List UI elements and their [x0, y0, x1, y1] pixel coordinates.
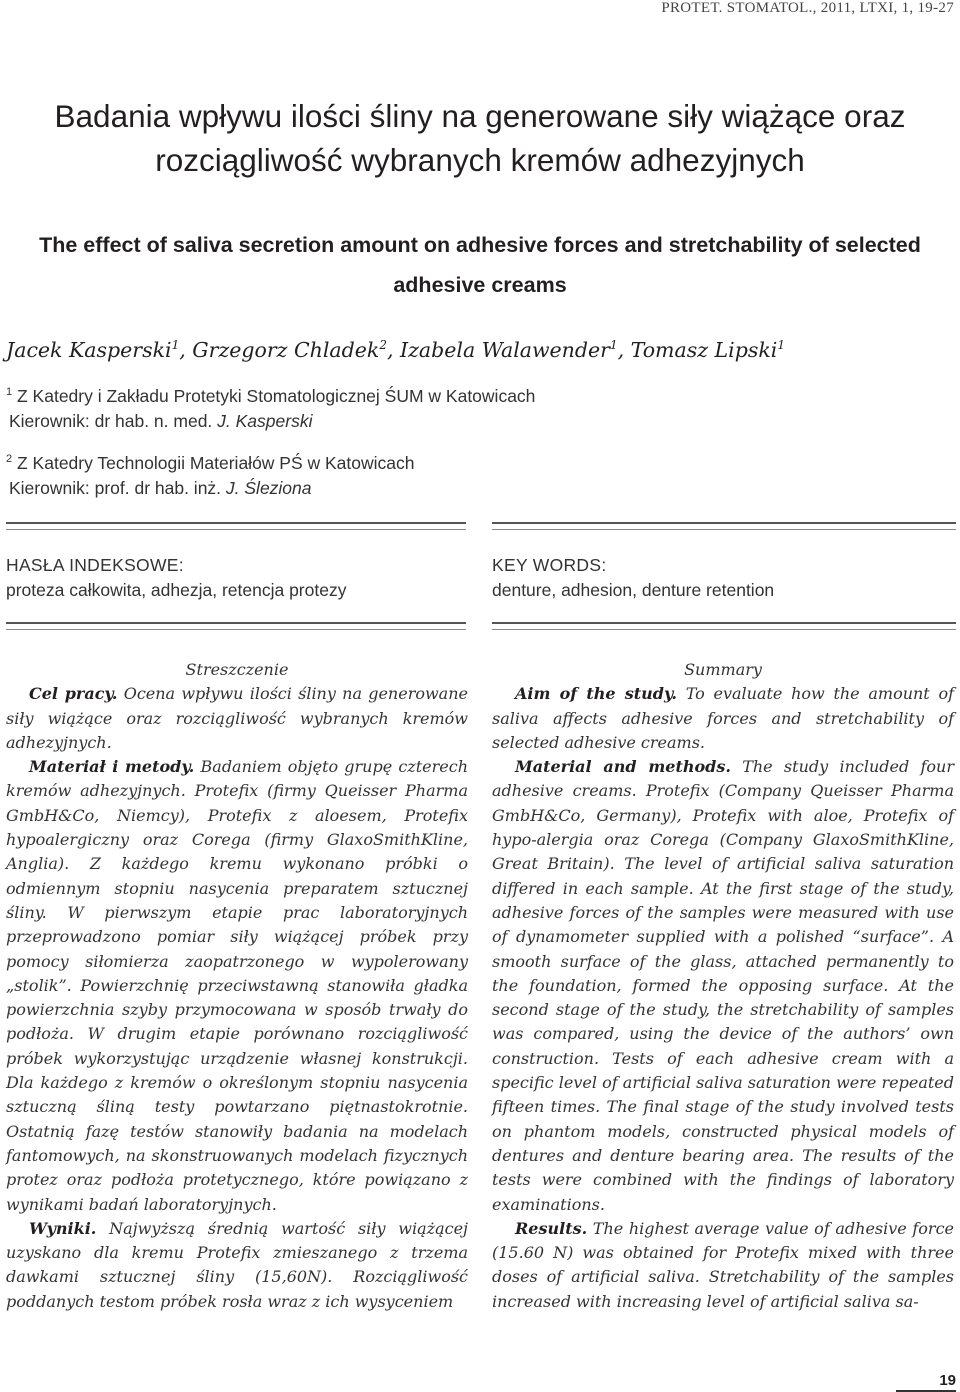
abstract-heading: Summary: [684, 660, 762, 679]
author: Izabela Walawender$^1$,: [400, 338, 631, 362]
author: Grzegorz Chladek$^2$,: [192, 338, 401, 362]
title-polish: Badania wpływu ilości śliny na generowane siły wiążące oraz rozciągliwość wybranych kremów adhezyjnych: [54, 98, 906, 178]
divider: [6, 522, 466, 530]
abstract-english: Summary Aim of the study. To evaluate how the amount of saliva affects adhesive forces and stretchability of selected adhesive creams. Material and methods. The study included four adhesive creams. Protefix (Company Queisser Pharma GmbH&Co, Germany), Protefix with aloe, Protefix of hypo-alergia oraz Corega (Company GlaxoSmithKline, Great Britain). The level of artificial saliva saturation differed in each sample. At the first stage of the study, adhesive forces of the samples were measured with use of dynamometer supplied with a polished “surface”. A smooth surface of the glass, attached permanently to the foundation, formed the opposing surface. At the second stage of the study, the stretchability of samples was compared, using the device of the authors’ own construction. Tests of each adhesive cream with a specific level of artificial saliva saturation were repeated fifteen times. The final stage of the study involved tests on phantom models, constructed physical models of dentures and denture bearing area. The results of the tests were combined with the findings of laboratory examinations. Results. The highest average value of adhesive force (15.60 N) was obtained for Protefix mixed with three doses of artificial saliva. Stretchability of the samples increased with increasing level of artificial saliva sa-: [492, 660, 955, 1311]
abstract-heading: Streszczenie: [185, 660, 289, 679]
divider: [492, 622, 956, 630]
abstract-polish: Streszczenie Cel pracy. Ocena wpływu ilości śliny na generowane siły wiążące oraz rozciągliwość wybranych kremów adhezyjnych. Materiał i metody. Badaniem objęto grupę czterech kremów adhezyjnych. Protefix (firmy Queisser Pharma GmbH&Co, Niemcy), Protefix z aloesem, Protefix hypoalergiczny oraz Corega (firmy GlaxoSmithKline, Anglia). Z każdego kremu wykonano próbki o odmiennym stopniu nasycenia preparatem sztucznej śliny. W pierwszym etapie prac laboratoryjnych przeprowadzono pomiar siły wiążącej próbek przy pomocy siłomierza zaopatrzonego w wypolerowany „stolik”. Powierzchnię przeciwstawną stanowiła gładka powierzchnia szyby przymocowana w sposób trwały do podłoża. W drugim etapie porównano rozciągliwość próbek wykorzystując urządzenie własnej konstrukcji. Dla każdego z kremów o określonym stopniu nasycenia sztuczną śliną testy powtarzano piętnastokrotnie. Ostatnią fazę testów stanowiły badania na modelach fantomowych, na skonstruowanych modelach fizycznych protez oraz podłoża protetycznego, które powiązano z wynikami badań laboratoryjnych. Wyniki. Najwyższą średnią wartość siły wiążącej uzyskano dla kremu Protefix zmieszanego z trzema dawkami sztucznej śliny (15,60N). Rozciągliwość poddanych testom próbek rosła wraz z ich wysyceniem: [6, 660, 468, 1311]
divider: [6, 622, 466, 630]
author-list: [6, 338, 785, 362]
affiliation: $^2$ Z Katedry Technologii Materiałów PŚ w Katowicach Kierownik: prof. dr hab. inż. J. Śleziona: [6, 452, 415, 498]
divider: [492, 522, 956, 530]
title-english: The effect of saliva secretion amount on adhesive forces and stretchability of selected adhesive creams: [39, 233, 921, 297]
affiliations: [6, 380, 946, 514]
author: Tomasz Lipski$^1$: [630, 338, 785, 362]
journal-header: PROTET. STOMATOL., 2011, LTXI, 1, 19-27: [661, 0, 954, 16]
page-number: 19: [939, 1372, 956, 1389]
keywords-polish: HASŁA INDEKSOWE: proteza całkowita, adhezja, retencja protezy: [6, 555, 347, 600]
author: Jacek Kasperski$^1$,: [6, 338, 193, 362]
affiliation: $^1$ Z Katedry i Zakładu Protetyki Stomatologicznej ŚUM w Katowicach Kierownik: dr hab. n. med. J. Kasperski: [6, 385, 536, 431]
keywords-english: KEY WORDS: denture, adhesion, denture retention: [492, 555, 775, 600]
